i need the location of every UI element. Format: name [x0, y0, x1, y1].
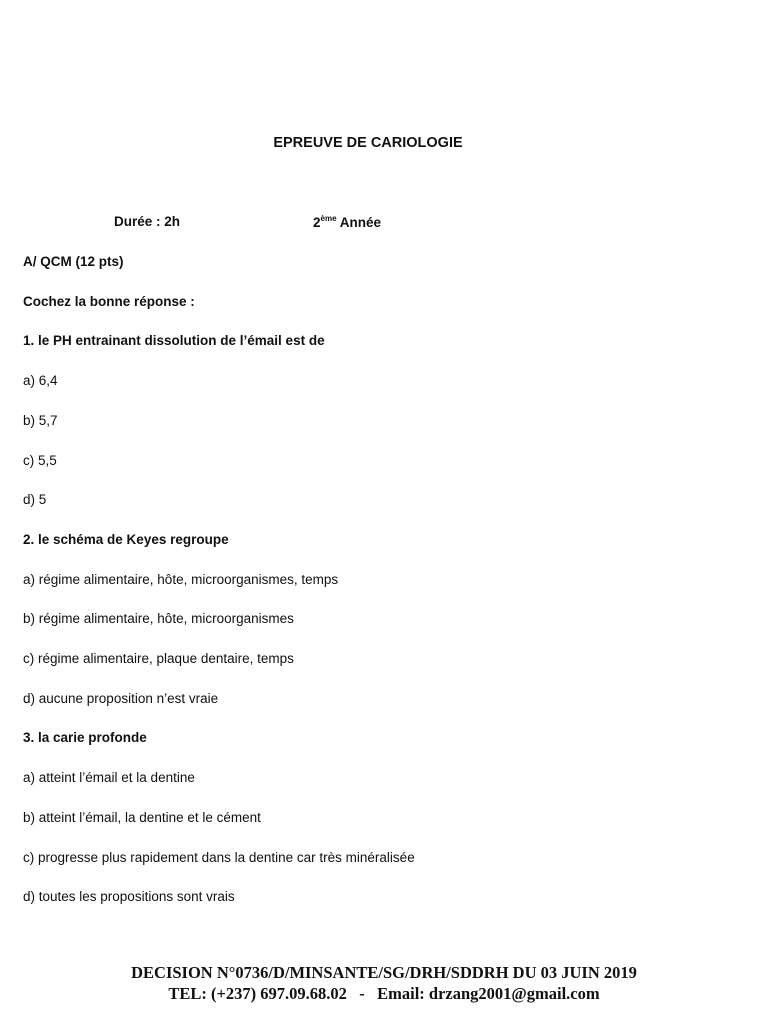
exam-title: EPREUVE DE CARIOLOGIE	[273, 135, 463, 151]
year-label: Année	[336, 215, 382, 230]
instruction-text: Cochez la bonne réponse :	[23, 294, 195, 309]
footer-decision: DECISION N°0736/D/MINSANTE/SG/DRH/SDDRH DU 03 JUIN 2019	[131, 963, 637, 982]
question-2-option-c: c) régime alimentaire, plaque dentaire, temps	[23, 651, 294, 666]
question-1-option-b: b) 5,7	[23, 413, 58, 428]
year-suffix: ème	[320, 214, 337, 223]
exam-year	[313, 214, 381, 230]
question-1-option-a: a) 6,4	[23, 373, 58, 388]
question-3: 3. la carie profonde	[23, 730, 147, 745]
footer-contact: TEL: (+237) 697.09.68.02 - Email: drzang2001@gmail.com	[168, 984, 600, 1003]
question-3-option-a: a) atteint l’émail et la dentine	[23, 770, 195, 785]
year-number: 2	[313, 215, 321, 230]
question-2-option-b: b) régime alimentaire, hôte, microorganismes	[23, 611, 294, 626]
question-1-option-c: c) 5,5	[23, 453, 57, 468]
question-3-option-d: d) toutes les propositions sont vrais	[23, 889, 235, 904]
question-1: 1. le PH entrainant dissolution de l’émail est de	[23, 333, 325, 348]
question-1-option-d: d) 5	[23, 492, 47, 507]
question-2: 2. le schéma de Keyes regroupe	[23, 532, 229, 547]
question-3-option-c: c) progresse plus rapidement dans la dentine car très minéralisée	[23, 850, 415, 865]
section-heading: A/ QCM (12 pts)	[23, 254, 124, 269]
question-2-option-a: a) régime alimentaire, hôte, microorganismes, temps	[23, 572, 339, 587]
question-3-option-b: b) atteint l’émail, la dentine et le cément	[23, 810, 261, 825]
exam-duration: Durée : 2h	[114, 214, 181, 229]
question-2-option-d: d) aucune proposition n’est vraie	[23, 691, 219, 706]
